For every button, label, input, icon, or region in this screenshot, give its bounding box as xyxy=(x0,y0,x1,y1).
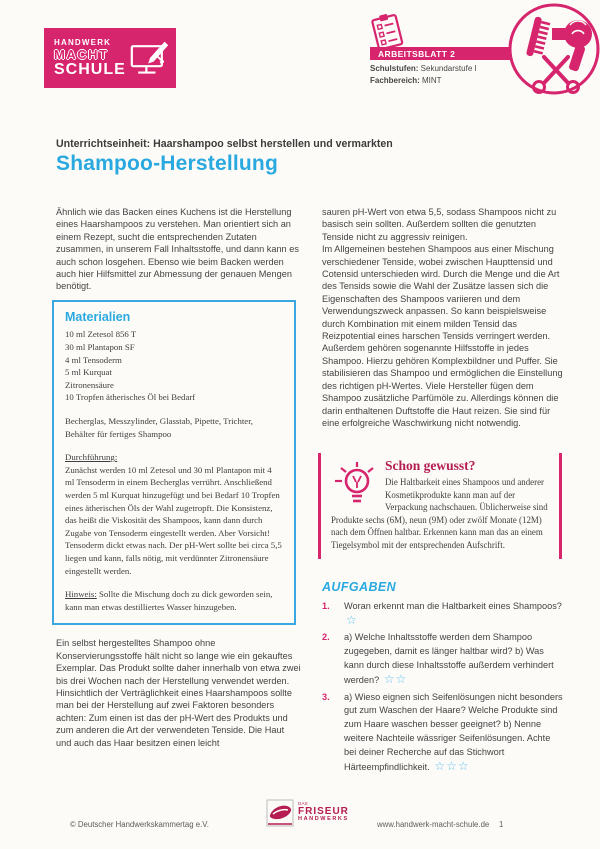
procedure-block xyxy=(65,451,283,577)
material-item: 10 ml Zetesol 856 T xyxy=(65,329,137,340)
difficulty-stars-icon: ☆☆☆ xyxy=(434,758,470,773)
logo-line1: HANDWERK xyxy=(54,37,112,47)
unit-kicker: Unterrichtseinheit: Haarshampoo selbst herstellen und vermarkten xyxy=(56,138,393,150)
left-column xyxy=(56,206,301,749)
worksheet-meta xyxy=(370,63,477,87)
page-title: Shampoo-Herstellung xyxy=(56,152,278,175)
task-item xyxy=(322,600,564,629)
task-text: a) Welche Inhaltsstoffe werden dem Shampoo zugegeben, damit es länger haltbar wird? b) Was kann durch diese Inhaltsstoffe außerdem verhindert werden? ☆☆ xyxy=(344,632,554,686)
note-label: Hinweis: xyxy=(65,589,97,600)
material-item: 5 ml Kurquat xyxy=(65,367,112,378)
right-column xyxy=(322,206,564,777)
compatibility-paragraph: Hinsichtlich der Verträglichkeit eines Haarshampoos sollte man bei der Herstellung auf zwei Faktoren besonders achten: Zum einen ist das der pH-Wert des Produkts und zum anderen die Art der verwendeten Tenside. Die Haut und auch das Haar besitzen einen leicht xyxy=(56,687,292,748)
shelf-life-paragraph: Ein selbst hergestelltes Shampoo ohne Konservierungsstoffe hält nicht so lange wie ein gekauftes Exemplar. Das Produkt sollte daher innerhalb von etwa zwei bis drei Wochen nach der Herstellung verwendet werden. xyxy=(56,638,301,686)
procedure-label: Durchführung: xyxy=(65,452,118,463)
friseur-logo-text xyxy=(298,802,349,822)
materials-list xyxy=(65,328,283,404)
friseur-logo-line1: FRISEUR xyxy=(298,805,349,817)
meta-value: Sekundarstufe I xyxy=(418,64,477,73)
intro-paragraph: Ähnlich wie das Backen eines Kuchens ist die Herstellung eines Haarshampoos zu verstehen. Man orientiert sich an einem Rezept, sucht die entsprechenden Zutaten zusammen, in unserem Fall Inhaltsstoffe, und dann kann es auch schon losgehen. Ebenso wie beim Backen werden auch hier Hilfsmittel zur Abmessung der genauen Mengen benötigt. xyxy=(56,207,299,292)
materials-heading: Materialien xyxy=(65,309,131,324)
meta-label: Schulstufen: xyxy=(370,64,419,73)
task-number: 2. xyxy=(322,632,330,643)
task-number: 3. xyxy=(322,691,330,702)
tasks-list xyxy=(322,600,564,775)
lightbulb-icon xyxy=(333,461,377,511)
did-you-know-box xyxy=(318,453,562,559)
task-item xyxy=(322,631,564,687)
hairdressing-tools-icon xyxy=(506,1,600,97)
material-item: Zitronensäure xyxy=(65,379,114,390)
logo-line2: MACHT xyxy=(54,46,109,62)
difficulty-stars-icon: ☆ xyxy=(346,612,358,627)
logo-wordmark xyxy=(54,39,130,78)
friseur-logo-line2: HANDWERKS xyxy=(298,815,349,822)
meta-label: Fachbereich: xyxy=(370,76,420,85)
page-number: 1 xyxy=(499,820,504,829)
tensides-paragraph: Im Allgemeinen bestehen Shampoos aus einer Mischung verschiedener Tenside, wobei zwischen Haupttensid und Cotensid unterschieden wird. Durch die Menge und die Art des Tensids sowie die Wahl der Zusätze lassen sich die Eigenschaften des Shampoos variieren und dem Verwendungszweck anpassen. So kann beispielsweise durch Kombination mit einem milden Tensid das Reizpotential eines harschen Tensids verringert werden. Außerdem gehören sogenannte Hilfsstoffe in jedes Shampoo. Hierzu gehören Komplexbildner und Puffer. Sie stabilisieren das Shampoo und ermöglichen die Einstellung des richtigen pH-Wertes. Viele Hersteller fügen dem Shampoo zusätzliche Parfümöle zu. Allerdings können die darin enthaltenen Duftstoffe die Haut reizen. Sie sind für eine erfolgreiche Waschwirkung nicht notwendig. xyxy=(322,244,563,428)
materials-box xyxy=(52,300,296,625)
procedure-text: Zunächst werden 10 ml Zetesol und 30 ml Plantapon mit 4 ml Tensoderm in einem Becherglas verrührt. Anschließend werden 5 ml Kurquat hinzugefügt und bei Bedarf 10 Tropfen eines ätherischen Öls der Wahl zugetropft. Die Konsistenz, das heißt die Viskosität des Shampoos, kann dann durch Zugabe von Tensoderm eingestellt werden. Aber Vorsicht! Tensoderm dickt etwas nach. Der pH-Wert sollte bei circa 5,5 liegen und kann, falls nötig, mit verdünnter Zitronensäure eingestellt werden. xyxy=(65,464,282,576)
difficulty-stars-icon: ☆☆ xyxy=(383,671,408,686)
website-url[interactable]: www.handwerk-macht-schule.de xyxy=(377,820,490,829)
friseur-logo-small: DAS xyxy=(298,801,308,806)
copyright-text: © Deutscher Handwerkskammertag e.V. xyxy=(70,820,209,829)
infobox-heading: Schon gewusst? xyxy=(385,458,476,474)
page-footer xyxy=(0,796,600,836)
worksheet-banner: ARBEITSBLATT 2 xyxy=(370,47,510,60)
task-number: 1. xyxy=(322,600,330,611)
task-text: a) Wieso eignen sich Seifenlösungen nicht besonders gut zum Waschen der Haare? Welche Produkte sind zum Haare waschen besser geeignet? b) Nenne weitere Nachteile wässriger Seifenlösungen. Achte bei deiner Recherche auf das Stichwort Härteempfindlichkeit. ☆☆☆ xyxy=(344,691,563,773)
ph-paragraph: sauren pH-Wert von etwa 5,5, sodass Shampoos nicht zu basisch sein sollten. Außerdem sollten die genutzten Tenside nicht zu aggressiv reinigen. xyxy=(322,207,557,242)
logo-line3: SCHULE xyxy=(54,60,126,78)
material-item: 30 ml Plantapon SF xyxy=(65,342,135,353)
handwerk-macht-schule-logo xyxy=(44,28,176,88)
meta-schulstufen xyxy=(370,63,477,75)
task-text: Woran erkennt man die Haltbarkeit eines Shampoos? ☆ xyxy=(344,600,562,627)
note-text: Sollte die Mischung doch zu dick geworden sein, kann man etwas destilliertes Wasser hinzugeben. xyxy=(65,589,273,612)
material-item: 4 ml Tensoderm xyxy=(65,354,122,365)
monitor-pencil-icon xyxy=(130,38,170,78)
note-block xyxy=(65,588,283,613)
infobox-body: Die Haltbarkeit eines Shampoos und anderer Kosmetikprodukte kann man auf der Verpackung nachschauen. Üblicherweise sind Produkte sechs (6M), neun (9M) oder zwölf Monate (12M) nach dem Öffnen haltbar. Erkennen kann man das an einem Tiegelsymbol mit der entsprechenden Aufschrift. xyxy=(331,476,548,550)
equipment-text: Becherglas, Messzylinder, Glasstab, Pipette, Trichter, Behälter für fertiges Shampoo xyxy=(65,416,253,439)
meta-value: MINT xyxy=(419,76,442,85)
material-item: 10 Tropfen ätherisches Öl bei Bedarf xyxy=(65,392,196,403)
tasks-heading: AUFGABEN xyxy=(322,580,397,595)
meta-fachbereich xyxy=(370,75,477,87)
task-item xyxy=(322,691,564,775)
friseur-emblem-icon xyxy=(266,799,294,827)
